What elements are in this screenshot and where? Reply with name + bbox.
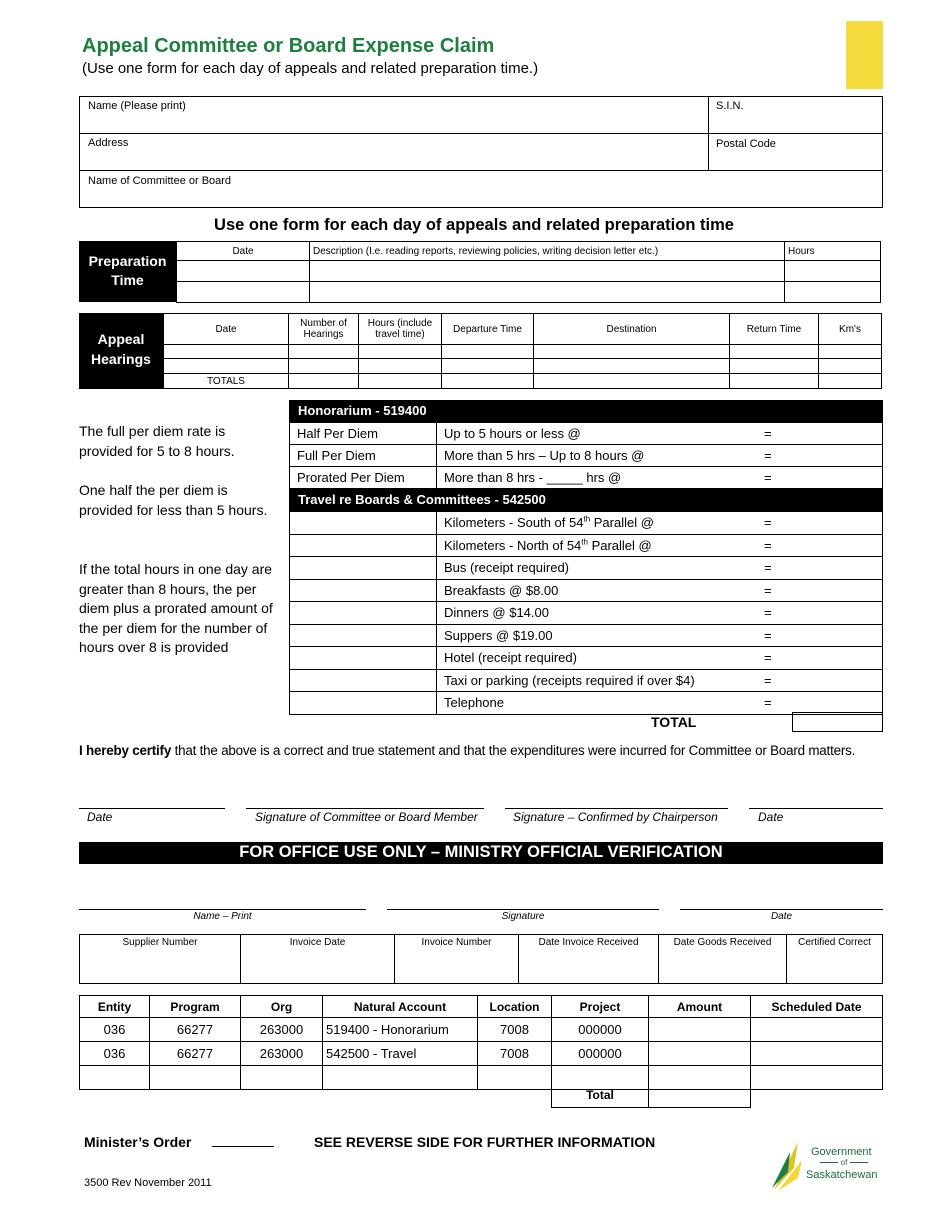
appeal-cell[interactable]: [442, 345, 534, 359]
prep-hours-cell[interactable]: [785, 282, 881, 303]
ministers-order-label: Minister’s Order: [84, 1134, 192, 1150]
honorarium-table: [289, 422, 883, 489]
travel-blank-cell: [290, 647, 437, 670]
equals-sign: =: [764, 650, 772, 665]
committee-label: Name of Committee or Board: [88, 175, 232, 187]
telephone-label: Telephone: [444, 695, 504, 711]
travel-blank-cell: [290, 557, 437, 580]
hours-header: Hours (include travel time): [359, 314, 442, 345]
supplier-table: [79, 934, 883, 984]
scheduled-date-header: Scheduled Date: [751, 996, 883, 1018]
office-date-caption: Date: [770, 911, 793, 922]
invoice-number-cell[interactable]: Invoice Number: [395, 935, 519, 984]
equals-sign: =: [764, 695, 772, 710]
invoice-date-cell[interactable]: Invoice Date: [241, 935, 395, 984]
location-cell[interactable]: [478, 1066, 552, 1090]
total-amount-field[interactable]: [792, 712, 883, 732]
program-cell: 66277: [150, 1018, 241, 1042]
appeal-cell[interactable]: [289, 345, 359, 359]
appeal-cell[interactable]: [359, 359, 442, 374]
natural-account-header: Natural Account: [323, 996, 478, 1018]
member-signature-line[interactable]: [246, 808, 484, 809]
dinners-label: Dinners @ $14.00: [444, 605, 549, 621]
location-cell: 7008: [478, 1018, 552, 1042]
chair-signature-line[interactable]: [505, 808, 728, 809]
equals-sign: =: [764, 515, 772, 530]
sin-field[interactable]: [716, 113, 876, 131]
office-use-banner: FOR OFFICE USE ONLY – MINISTRY OFFICIAL VERIFICATION: [79, 842, 883, 864]
travel-blank-cell: [290, 512, 437, 535]
committee-field[interactable]: [88, 188, 868, 206]
prep-description-cell[interactable]: [310, 261, 785, 282]
totals-label: TOTALS: [164, 374, 289, 389]
prep-description-header: Description (I.e. reading reports, reviewing policies, writing decision letter etc.): [310, 242, 785, 261]
appeal-cell[interactable]: [534, 359, 730, 374]
per-diem-note-3: If the total hours in one day are greater than 8 hours, the per diem plus a prorated amount of the per diem for the number of hours over 8 is provided: [79, 561, 273, 655]
gov-logo-line1: Government: [811, 1146, 872, 1158]
office-date-line[interactable]: [680, 909, 883, 910]
appeal-cell[interactable]: [534, 345, 730, 359]
amount-cell[interactable]: [649, 1018, 751, 1042]
appeal-cell[interactable]: [730, 359, 819, 374]
half-per-diem-label: Half Per Diem: [290, 423, 437, 445]
departure-header: Departure Time: [442, 314, 534, 345]
equals-sign: =: [764, 448, 772, 463]
total-label: TOTAL: [651, 714, 697, 730]
appeal-cell[interactable]: [730, 345, 819, 359]
instruction-heading: Use one form for each day of appeals and related preparation time: [214, 216, 734, 234]
name-label: Name (Please print): [88, 100, 186, 112]
appeal-cell[interactable]: [289, 359, 359, 374]
equals-sign: =: [764, 582, 772, 598]
appeal-cell: [534, 374, 730, 389]
prep-date-header: Date: [177, 242, 310, 261]
table-row: [80, 1066, 883, 1090]
prep-time-label: Preparation Time: [79, 241, 176, 302]
hotel-label: Hotel (receipt required): [444, 650, 577, 666]
date-caption: Date: [87, 810, 113, 824]
gov-logo-line3: Saskatchewan: [806, 1169, 878, 1181]
name-field[interactable]: [88, 113, 698, 131]
prep-date-cell[interactable]: [177, 261, 310, 282]
info-block: [79, 96, 883, 208]
kms-header: Km's: [819, 314, 882, 345]
travel-blank-cell: [290, 579, 437, 602]
program-cell: 66277: [150, 1042, 241, 1066]
program-cell[interactable]: [150, 1066, 241, 1090]
date-line-2[interactable]: [749, 808, 883, 809]
destination-header: Destination: [534, 314, 730, 345]
appeal-cell[interactable]: [359, 345, 442, 359]
travel-blank-cell: [290, 692, 437, 715]
per-diem-note-2: One half the per diem is provided for less than 5 hours.: [79, 482, 268, 518]
supplier-number-cell[interactable]: Supplier Number: [80, 935, 241, 984]
entity-cell[interactable]: [80, 1066, 150, 1090]
certified-correct-cell[interactable]: Certified Correct: [787, 935, 883, 984]
date-caption-2: Date: [758, 810, 784, 824]
office-signature-caption: Signature: [501, 911, 545, 922]
appeal-hearings-table: [163, 313, 882, 389]
travel-table: [289, 511, 883, 715]
equals-sign: =: [764, 672, 772, 688]
km-north-label: Kilometers - North of 54th Parallel @: [444, 537, 652, 553]
project-header: Project: [552, 996, 649, 1018]
prorated-per-diem-desc: More than 8 hrs - _____ hrs @: [444, 470, 622, 485]
form-revision: 3500 Rev November 2011: [84, 1177, 212, 1189]
form-subtitle: (Use one form for each day of appeals and related preparation time.): [82, 60, 539, 77]
total-hours-cell[interactable]: [359, 374, 442, 389]
table-row: [80, 1018, 883, 1042]
natural-account-cell: 542500 - Travel: [323, 1042, 478, 1066]
equals-sign: =: [764, 537, 772, 553]
appeal-cell: [730, 374, 819, 389]
natural-account-cell: 519400 - Honorarium: [323, 1018, 478, 1042]
appeal-cell[interactable]: [819, 345, 882, 359]
accounts-table: [79, 995, 883, 1090]
project-cell: 000000: [552, 1042, 649, 1066]
amount-cell[interactable]: [649, 1042, 751, 1066]
scheduled-date-cell[interactable]: [751, 1042, 883, 1066]
bus-label: Bus (receipt required): [444, 560, 569, 576]
amount-header: Amount: [649, 996, 751, 1018]
date-goods-received-cell[interactable]: Date Goods Received: [659, 935, 787, 984]
prep-time-table: [176, 241, 881, 303]
org-cell: 263000: [241, 1018, 323, 1042]
entity-cell: 036: [80, 1018, 150, 1042]
org-cell: 263000: [241, 1042, 323, 1066]
postal-code-field[interactable]: [716, 150, 876, 168]
member-signature-caption: Signature of Committee or Board Member: [255, 810, 478, 824]
appeal-cell[interactable]: [164, 345, 289, 359]
travel-blank-cell: [290, 669, 437, 692]
yellow-tab: [846, 21, 883, 89]
travel-heading: Travel re Boards & Committees - 542500: [289, 489, 883, 511]
appeal-cell: [442, 374, 534, 389]
reverse-side-notice: SEE REVERSE SIDE FOR FURTHER INFORMATION: [314, 1134, 656, 1150]
wheat-sheaf-icon: [768, 1138, 808, 1193]
equals-sign: =: [764, 605, 772, 620]
date-line[interactable]: [79, 808, 225, 809]
org-header: Org: [241, 996, 323, 1018]
equals-sign: =: [764, 627, 772, 643]
address-field[interactable]: [88, 150, 698, 168]
location-header: Location: [478, 996, 552, 1018]
total-hearings-cell[interactable]: [289, 374, 359, 389]
equals-sign: =: [764, 426, 772, 441]
chair-signature-caption: Signature – Confirmed by Chairperson: [513, 810, 718, 824]
appeal-cell[interactable]: [164, 359, 289, 374]
certify-statement: I hereby certify that the above is a correct and true statement and that the expenditures were incurred for Committee or Board matters.: [79, 743, 856, 758]
prep-description-cell[interactable]: [310, 282, 785, 303]
full-per-diem-label: Full Per Diem: [290, 445, 437, 467]
entity-header: Entity: [80, 996, 150, 1018]
equals-sign: =: [764, 470, 772, 485]
prorated-per-diem-label: Prorated Per Diem: [290, 467, 437, 489]
gov-logo-line2: of: [811, 1158, 877, 1167]
total-kms-cell[interactable]: [819, 374, 882, 389]
ministers-order-line[interactable]: [212, 1146, 274, 1147]
prep-date-cell[interactable]: [177, 282, 310, 303]
scheduled-date-cell[interactable]: [751, 1066, 883, 1090]
entity-cell: 036: [80, 1042, 150, 1066]
suppers-label: Suppers @ $19.00: [444, 627, 553, 643]
appeal-hearings-label: Appeal Hearings: [79, 313, 163, 389]
travel-blank-cell: [290, 534, 437, 557]
half-per-diem-desc: Up to 5 hours or less @: [444, 426, 581, 441]
travel-blank-cell: [290, 602, 437, 625]
accounts-total-field[interactable]: [648, 1086, 751, 1108]
sin-label: S.I.N.: [716, 100, 744, 112]
km-south-label: Kilometers - South of 54th Parallel @: [444, 515, 654, 531]
form-title: Appeal Committee or Board Expense Claim: [82, 35, 495, 57]
name-print-line[interactable]: [79, 909, 366, 910]
date-invoice-received-cell[interactable]: Date Invoice Received: [519, 935, 659, 984]
equals-sign: =: [764, 560, 772, 575]
full-per-diem-desc: More than 5 hrs – Up to 8 hours @: [444, 448, 645, 463]
government-logo: [768, 1138, 888, 1193]
breakfasts-label: Breakfasts @ $8.00: [444, 582, 559, 598]
per-diem-note-1: The full per diem rate is provided for 5 to 8 hours.: [79, 423, 235, 459]
project-cell: 000000: [552, 1018, 649, 1042]
appeal-cell[interactable]: [819, 359, 882, 374]
taxi-parking-label: Taxi or parking (receipts required if over $4): [444, 672, 695, 688]
honorarium-heading: Honorarium - 519400: [289, 400, 883, 422]
office-signature-line[interactable]: [387, 909, 659, 910]
scheduled-date-cell[interactable]: [751, 1018, 883, 1042]
location-cell: 7008: [478, 1042, 552, 1066]
postal-code-label: Postal Code: [716, 138, 776, 150]
return-time-header: Return Time: [730, 314, 819, 345]
address-label: Address: [88, 137, 129, 149]
travel-blank-cell: [290, 624, 437, 647]
table-row: [80, 1042, 883, 1066]
prep-hours-header: Hours: [785, 242, 881, 261]
appeal-cell[interactable]: [442, 359, 534, 374]
program-header: Program: [150, 996, 241, 1018]
name-print-caption: Name – Print: [193, 911, 252, 922]
hearings-count-header: Number of Hearings: [289, 314, 359, 345]
accounts-total-label: Total: [551, 1086, 649, 1108]
natural-account-cell[interactable]: [323, 1066, 478, 1090]
appeal-date-header: Date: [164, 314, 289, 345]
prep-hours-cell[interactable]: [785, 261, 881, 282]
org-cell[interactable]: [241, 1066, 323, 1090]
